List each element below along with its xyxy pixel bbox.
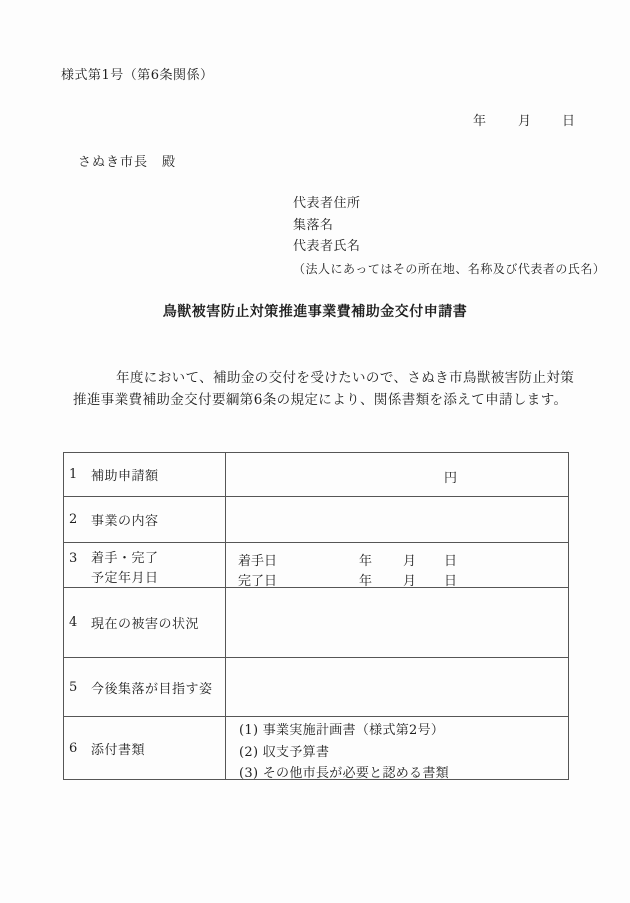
row5-number: 5: [69, 679, 78, 695]
start-year-label: 年: [359, 554, 373, 569]
attachment-item-2: (2) 収支予算書: [239, 744, 330, 760]
row3-label-line1: 着手・完了: [91, 551, 159, 566]
date-line: [0, 110, 630, 129]
end-day-label: 日: [444, 574, 458, 589]
start-month-label: 月: [403, 554, 417, 569]
end-date-label: 完了日: [238, 574, 278, 589]
row4-label: 現在の被害の状況: [91, 617, 200, 632]
attachment-item-1: (1) 事業実施計画書（様式第2号）: [239, 723, 445, 738]
yen-unit-label: 円: [444, 471, 458, 486]
corporation-note: （法人にあってはその所在地、名称及び代表者の氏名）: [293, 261, 606, 276]
end-month-label: 月: [403, 574, 417, 589]
table-row5-label-cell: [64, 658, 226, 717]
body-text-line2: 推進事業費補助金交付要綱第6条の規定により、関係書類を添えて申請します。: [73, 392, 568, 408]
table-row2-value-cell: [226, 497, 568, 543]
start-date-label: 着手日: [238, 554, 278, 569]
applicant-settlement-label: 集落名: [293, 217, 334, 233]
table-row5-value-cell: [226, 658, 568, 717]
table-row3-label-cell: [64, 543, 226, 588]
application-table: [63, 452, 569, 780]
table-row2-label-cell: [64, 497, 226, 543]
table-row1-value-cell: [226, 453, 568, 497]
applicant-address-label: 代表者住所: [293, 196, 361, 211]
row3-number: 3: [69, 551, 78, 566]
end-year-label: 年: [359, 574, 373, 589]
attachment-item-3: (3) その他市長が必要と認める書類: [239, 766, 449, 782]
date-year-label: 年: [473, 114, 487, 129]
date-month-label: 月: [518, 114, 532, 129]
table-row6-value-cell: [226, 717, 568, 782]
row6-label: 添付書類: [91, 742, 146, 758]
addressee: さぬき市長 殿: [78, 155, 177, 170]
row1-number: 1: [69, 467, 78, 482]
applicant-block: [293, 193, 605, 280]
date-day-label: 日: [562, 114, 576, 129]
row6-number: 6: [69, 740, 78, 756]
document-title: 鳥獣被害防止対策推進事業費補助金交付申請書: [162, 304, 468, 320]
table-row4-label-cell: [64, 588, 226, 658]
row3-label-line2: 予定年月日: [91, 571, 159, 586]
applicant-name-label: 代表者氏名: [293, 239, 361, 254]
table-row1-label-cell: [64, 453, 226, 497]
row4-number: 4: [69, 615, 78, 630]
row2-label: 事業の内容: [91, 514, 159, 529]
table-row4-value-cell: [226, 588, 568, 658]
form-number: 様式第1号（第6条関係）: [61, 68, 214, 83]
table-row6-label-cell: [64, 717, 226, 779]
start-day-label: 日: [444, 554, 458, 569]
row2-number: 2: [69, 512, 78, 527]
row5-label: 今後集落が目指す姿: [91, 681, 213, 697]
body-text-line1: 年度において、補助金の交付を受けたいので、さぬき市鳥獣被害防止対策: [116, 370, 575, 386]
row1-label: 補助申請額: [91, 469, 159, 484]
table-row3-value-cell: [226, 543, 568, 588]
